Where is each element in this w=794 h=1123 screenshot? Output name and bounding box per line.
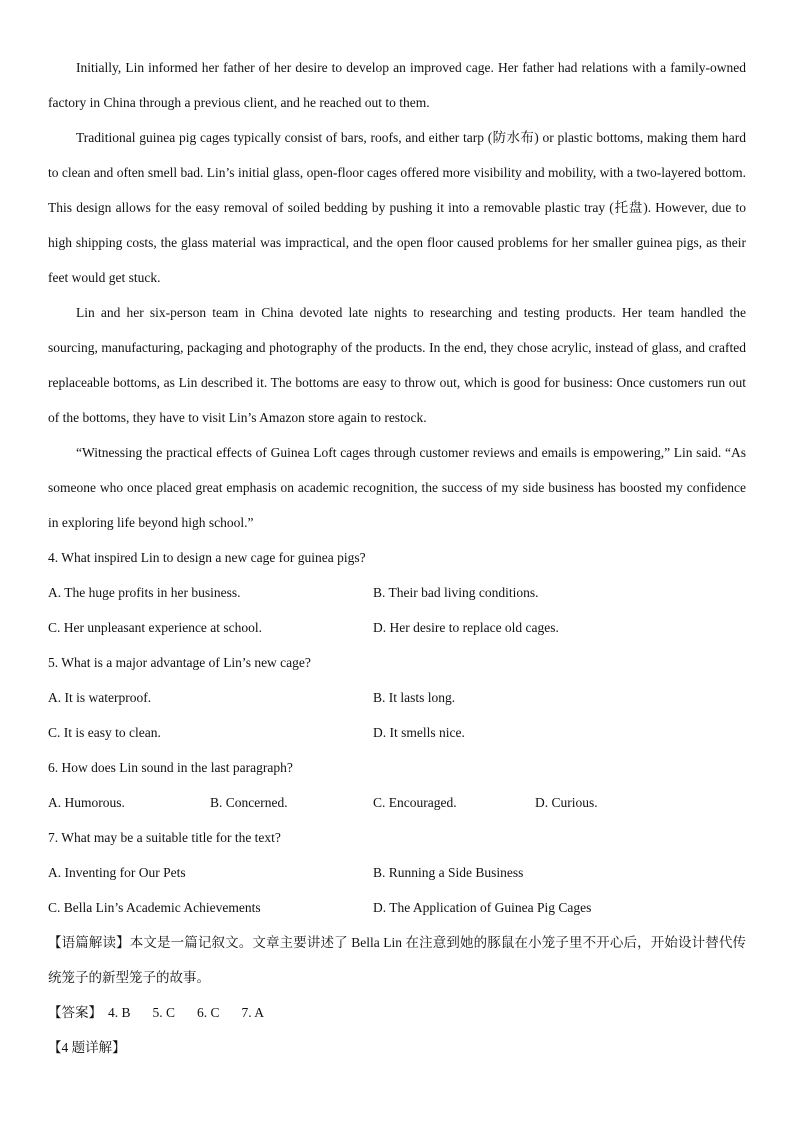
option-row [48, 610, 746, 645]
option-row [48, 855, 746, 890]
option-c: C. Her unpleasant experience at school. [48, 620, 263, 635]
option-a: A. Inventing for Our Pets [48, 865, 186, 880]
option-row [48, 575, 746, 610]
option-a: A. Humorous. [48, 795, 125, 810]
answer-item: 5. C [152, 1005, 176, 1020]
question-5 [48, 645, 746, 750]
detail-heading: 【4 题详解】 [48, 1040, 126, 1055]
answer-item: 7. A [241, 1005, 265, 1020]
answer-item: 6. C [197, 1005, 220, 1020]
question-stem: 4. What inspired Lin to design a new cage for guinea pigs? [48, 550, 366, 565]
option-c: C. Encouraged. [373, 795, 457, 810]
option-c: C. Bella Lin’s Academic Achievements [48, 900, 261, 915]
question-6 [48, 750, 746, 820]
option-d: D. The Application of Guinea Pig Cages [373, 900, 592, 915]
question-stem: 5. What is a major advantage of Lin’s new cage? [48, 655, 311, 670]
question-7 [48, 820, 746, 925]
question-4 [48, 540, 746, 645]
option-row [48, 890, 746, 925]
analysis-text: 本文是一篇记叙文。文章主要讲述了 Bella Lin 在注意到她的豚鼠在小笼子里不开心后，开始设计替代传统笼子的新型笼子的故事。 [48, 935, 746, 985]
answer-line [48, 995, 746, 1030]
option-row [48, 785, 746, 820]
paragraph-2: Traditional guinea pig cages typically consist of bars, roofs, and either tarp (防水布) or plastic bottoms, making them hard to clean and often smell bad. Lin’s initial glass, open-floor cages offered more visibility and mobility, with a two-layered bottom. This design allows for the easy removal of soiled bedding by pushing it into a removable plastic tray (托盘). However, due to high shipping costs, the glass material was impractical, and the open floor caused problems for her smaller guinea pigs, as their feet would get stuck. [48, 130, 746, 285]
option-row [48, 680, 746, 715]
option-a: A. It is waterproof. [48, 690, 152, 705]
option-d: D. It smells nice. [373, 725, 465, 740]
option-row [48, 715, 746, 750]
analysis-label: 【语篇解读】 [48, 935, 130, 950]
option-b: B. Running a Side Business [373, 865, 524, 880]
option-a: A. The huge profits in her business. [48, 585, 241, 600]
passage-analysis [48, 925, 746, 995]
paragraph-3: Lin and her six-person team in China devoted late nights to researching and testing products. Her team handled the sourcing, manufacturing, packaging and photography of the products. In the end, they chose acrylic, instead of glass, and crafted replaceable bottoms, as Lin described it. The bottoms are easy to throw out, which is good for business: Once customers run out of the bottoms, they have to visit Lin’s Amazon store again to restock. [48, 305, 746, 425]
document-page [48, 50, 746, 1065]
option-c: C. It is easy to clean. [48, 725, 161, 740]
option-b: B. It lasts long. [373, 690, 456, 705]
question-stem: 6. How does Lin sound in the last paragraph? [48, 760, 293, 775]
paragraph-4: “Witnessing the practical effects of Guinea Loft cages through customer reviews and emails is empowering,” Lin said. “As someone who once placed great emphasis on academic recognition, the success of my side business has boosted my confidence in exploring life beyond high school.” [48, 445, 746, 530]
answer-item: 4. B [108, 1005, 131, 1020]
question-stem: 7. What may be a suitable title for the text? [48, 830, 281, 845]
option-b: B. Concerned. [210, 795, 288, 810]
paragraph-1: Initially, Lin informed her father of her desire to develop an improved cage. Her father had relations with a family-owned factory in China through a previous client, and he reached out to them. [48, 60, 746, 110]
option-b: B. Their bad living conditions. [373, 585, 539, 600]
option-d: D. Her desire to replace old cages. [373, 620, 559, 635]
option-d: D. Curious. [535, 795, 598, 810]
answer-label: 【答案】 [48, 1005, 102, 1020]
